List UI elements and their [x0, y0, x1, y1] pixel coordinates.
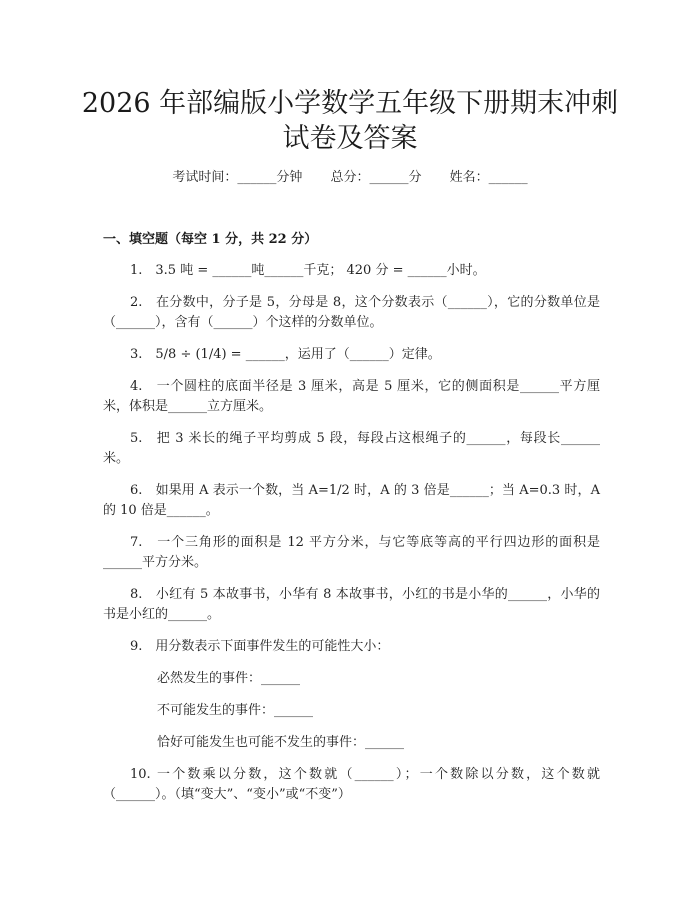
- question-10: 10. 一个数乘以分数，这个数就（______）；一个数除以分数，这个数就（______）。（填“变大”、“变小”或“不变”）: [103, 767, 600, 802]
- question-5: 5. 把 3 米长的绳子平均剪成 5 段，每段占这根绳子的______，每段长______米。: [103, 431, 600, 466]
- question-9: 9. 用分数表示下面事件发生的可能性大小：: [130, 639, 390, 654]
- document-title-line2: 试卷及答案: [282, 123, 418, 154]
- exam-time-field: 考试时间：______分钟: [172, 170, 303, 185]
- question-2: 2. 在分数中，分子是 5，分母是 8，这个分数表示（______），它的分数单位是（______），含有（______）个这样的分数单位。: [103, 295, 600, 330]
- question-1: 1. 3.5 吨 = ______吨______千克； 420 分 = ______小时。: [130, 263, 486, 278]
- question-8: 8. 小红有 5 本故事书，小华有 8 本故事书，小红的书是小华的______，小华的书是小红的______。: [103, 587, 600, 622]
- exam-info: [0, 168, 700, 188]
- document-title-line1: 2026 年部编版小学数学五年级下册期末冲刺: [81, 88, 619, 119]
- question-9-item-certain: 必然发生的事件：______: [157, 671, 301, 686]
- question-9-item-possible: 恰好可能发生也可能不发生的事件：______: [157, 735, 405, 750]
- question-3: 3. 5/8 ÷ (1/4) = ______，运用了（______）定律。: [130, 347, 441, 362]
- question-9-item-impossible: 不可能发生的事件：______: [157, 703, 314, 718]
- section-heading-fill-in: 一、填空题（每空 1 分，共 22 分）: [103, 232, 318, 247]
- question-7: 7. 一个三角形的面积是 12 平方分米，与它等底等高的平行四边形的面积是______平方分米。: [103, 535, 600, 570]
- student-name-field: 姓名：______: [449, 170, 528, 185]
- question-4: 4. 一个圆柱的底面半径是 3 厘米，高是 5 厘米，它的侧面积是______平方厘米，体积是______立方厘米。: [103, 379, 600, 414]
- question-6: 6. 如果用 A 表示一个数，当 A=1/2 时，A 的 3 倍是______；当 A=0.3 时，A 的 10 倍是______。: [103, 483, 600, 518]
- total-score-field: 总分：______分: [330, 170, 422, 185]
